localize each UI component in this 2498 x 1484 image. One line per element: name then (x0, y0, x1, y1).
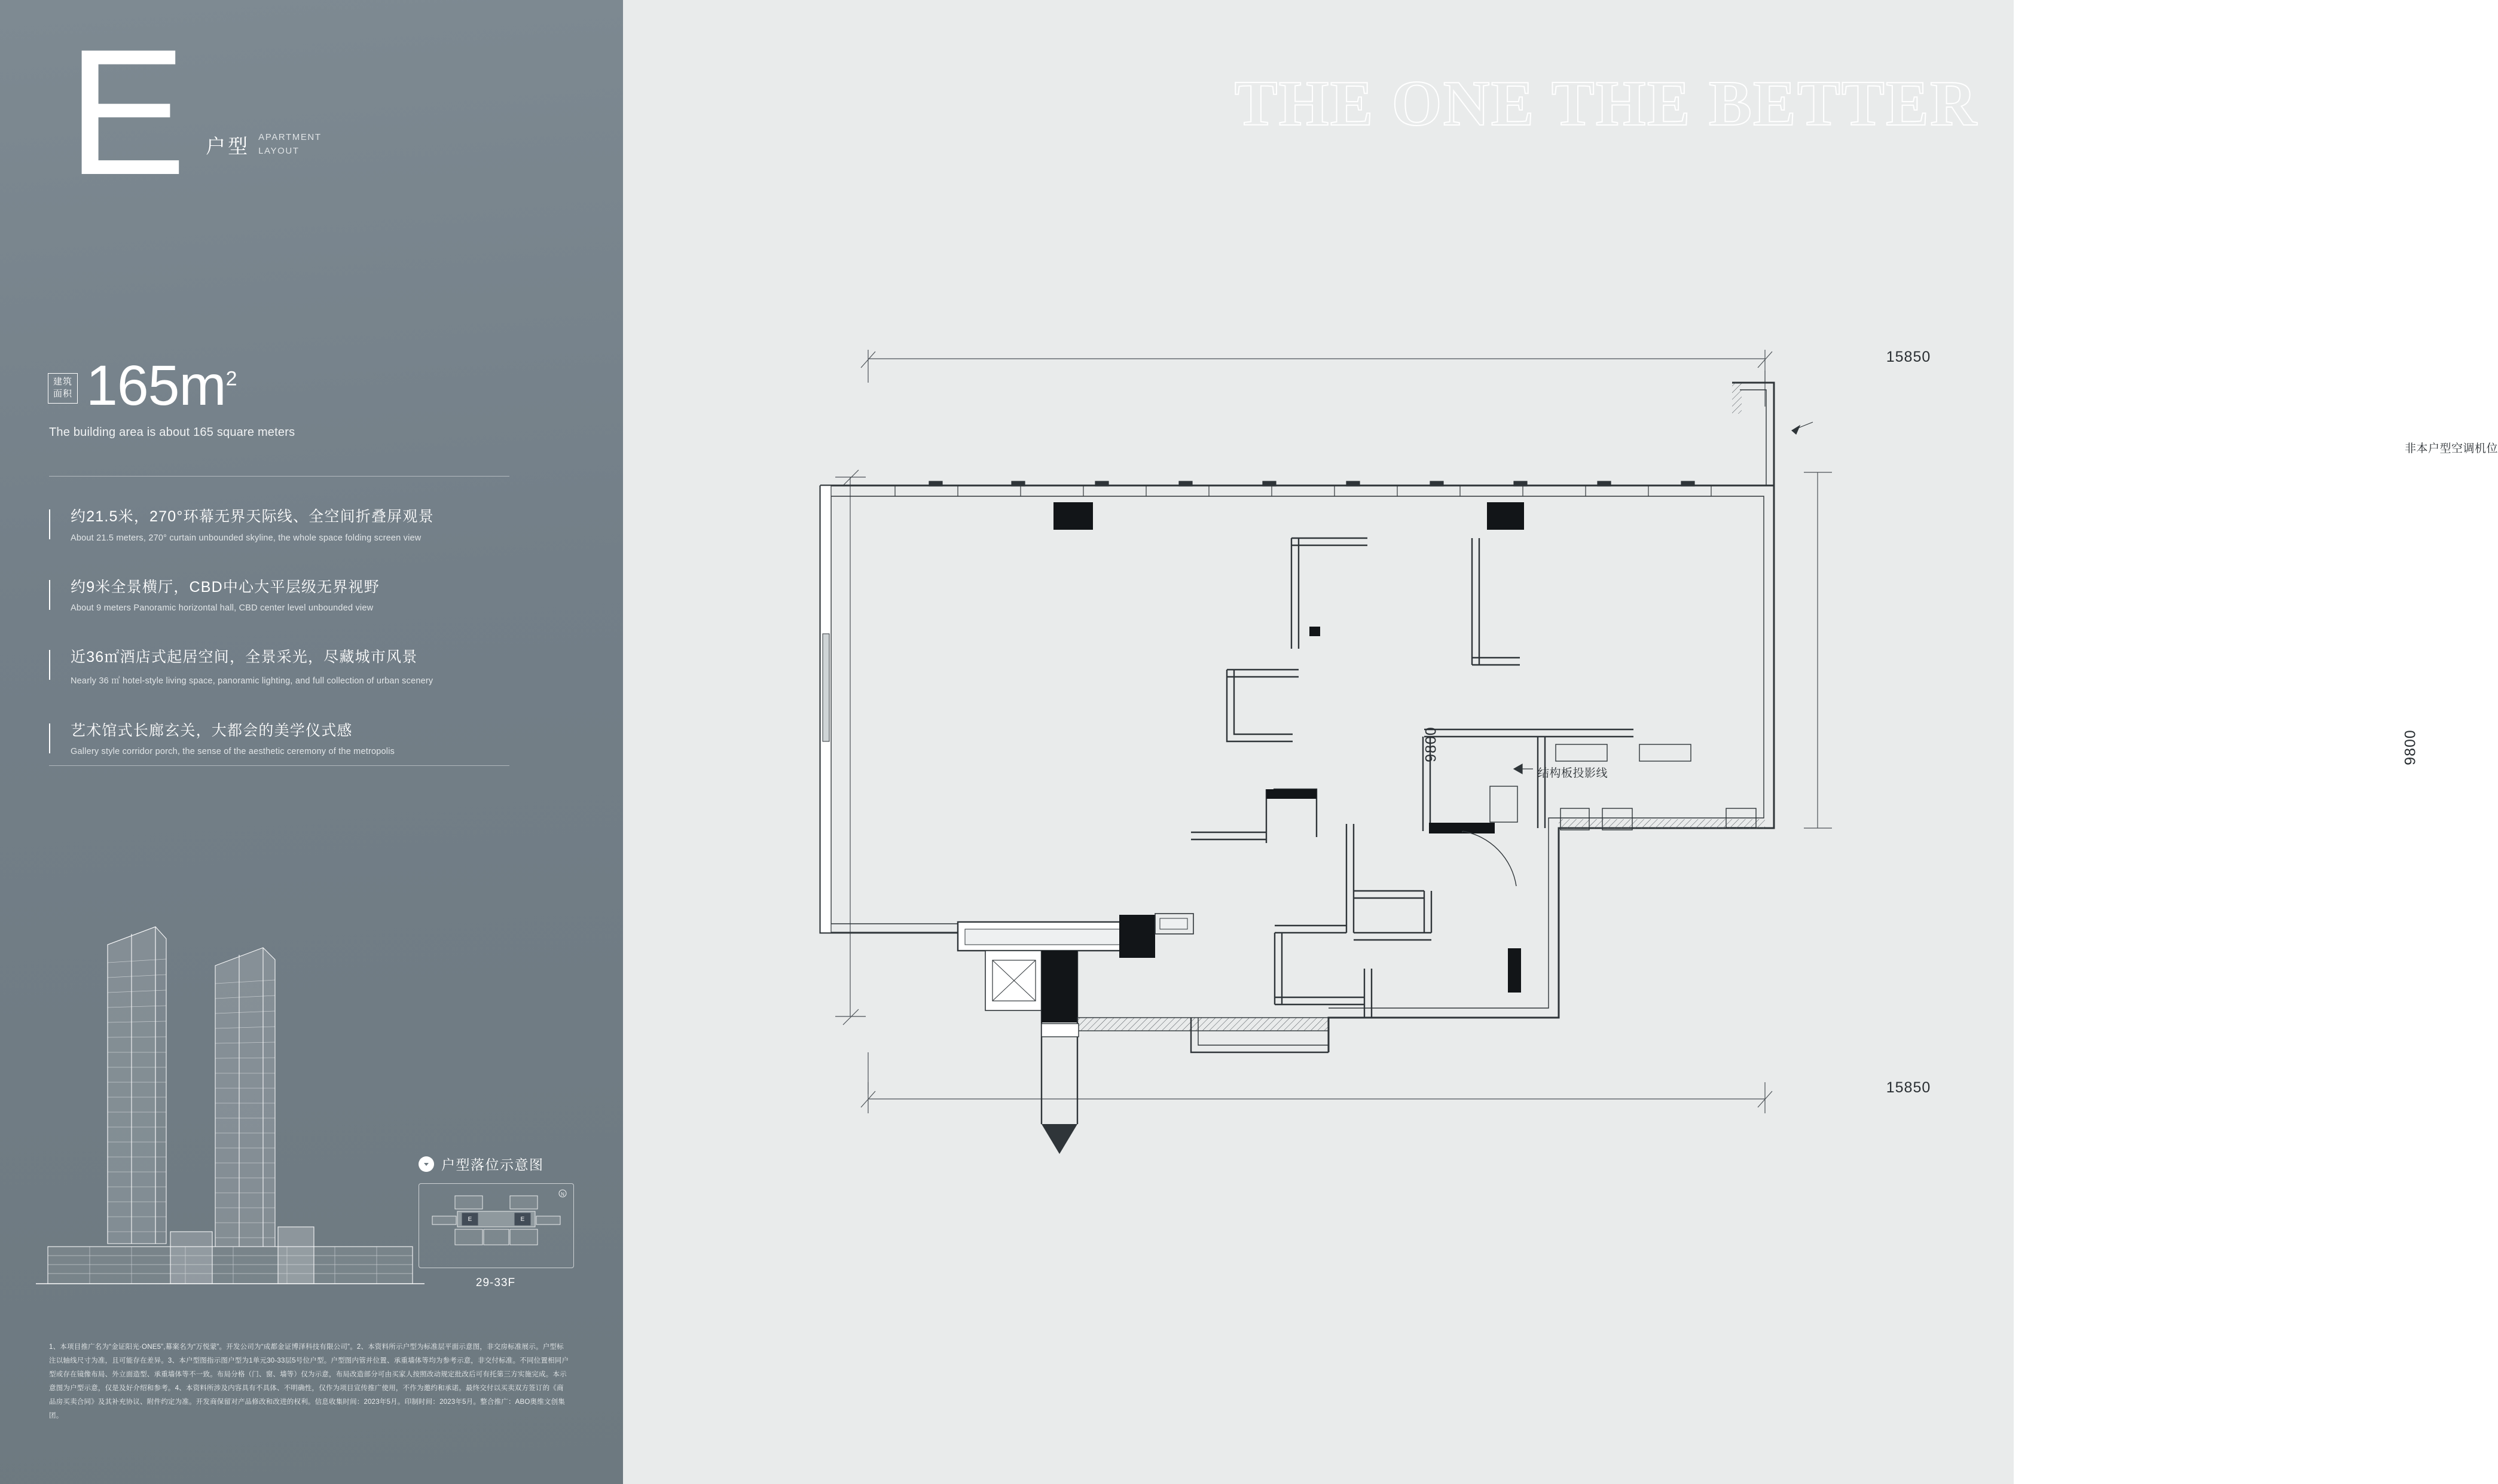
left-info-panel (0, 0, 623, 1484)
svg-text:N: N (561, 1192, 564, 1197)
location-diagram (419, 1183, 574, 1268)
dimension-top: 15850 (1886, 349, 1931, 365)
dimension-left: 9800 (1422, 726, 1440, 762)
dimension-right: 9800 (2402, 729, 2419, 765)
feature-bar (49, 509, 50, 539)
floorplan-panel (623, 0, 2498, 1484)
building-area-value (86, 354, 237, 417)
feature-bar (49, 723, 50, 753)
feature-title-en: Gallery style corridor porch, the sense of the aesthetic ceremony of the metropolis (71, 747, 395, 756)
feature-title-cn: 近36㎡酒店式起居空间，全景采光，尽藏城市风景 (71, 649, 418, 665)
unit-type-en-label (258, 131, 322, 159)
annotation-structure-line: 结构板投影线 (1538, 767, 1608, 780)
svg-text:E: E (468, 1216, 472, 1223)
feature-title-en: Nearly 36 ㎡ hotel-style living space, panoramic lighting, and full collection of urban scenery (71, 676, 433, 686)
location-pin-icon (419, 1156, 434, 1172)
building-area-tag-line1: 建筑 (53, 377, 72, 387)
location-floor-range: 29-33F (475, 1277, 516, 1289)
feature-bar (49, 650, 50, 680)
unit-type-heading (67, 11, 322, 212)
building-area-en-text: The building area is about 165 square meters (49, 426, 295, 439)
divider-top (49, 476, 509, 477)
tower-illustration (36, 921, 425, 1297)
unit-type-en-line1: APARTMENT (258, 132, 322, 142)
building-area-number: 165m (86, 354, 226, 417)
feature-title-en: About 21.5 meters, 270° curtain unbounded skyline, the whole space folding screen view (71, 533, 422, 543)
feature-item (49, 648, 527, 686)
building-area-block (48, 354, 237, 417)
divider-features (49, 765, 509, 766)
feature-title-cn: 约9米全景横厅，CBD中心大平层级无界视野 (71, 578, 380, 596)
floorplan-drawing (623, 0, 2014, 1484)
headline-text: THE ONE THE BETTER (1234, 68, 1978, 139)
feature-title-en: About 9 meters Panoramic horizontal hall, CBD center level unbounded view (71, 603, 374, 613)
building-area-tag (48, 373, 78, 404)
feature-title-cn: 艺术馆式长廊玄关，大都会的美学仪式感 (71, 722, 353, 739)
disclaimer-paragraph: 1、本项目推广名为“金证阳光·ONE5”,幕案名为“万悦蒙”。开发公司为“成都金证博泽科技有限公司”。2、本资料所示户型为标准层平面示意图，非交房标准展示。户型标注以轴线尺寸为准，且可能存在差异。3、本户型图指示图户型为1单元30-33层5号位户型。户型图内管并位置、承重墙体等均为参考示意，非交付标准。不同位置相同户型或存在镜像布局、外立面造型、承重墙体等不一致。布局分格（门、窗、墙等）仅为示意，布局改造部分可由买家人按照改动规定批改后可有托第三方实施完成。本示意图为户型示意，仅是及好介绍和参考。4、本资料所涉及内容具有不具体、不明确性，仅作为项目宣传推广使用，不作为邀约和承诺。最终交付以买卖双方签订的《商品房买卖合同》及其补充协议、附件约定为准。开发商保留对产品修改和改进的权利。信息收集时间：2023年5月。印制时间：2023年5月。整合推广：ABO奥维文创集团。 (49, 1343, 569, 1419)
building-area-superscript: 2 (225, 367, 237, 390)
feature-item (49, 507, 527, 543)
building-area-tag-line2: 面积 (53, 389, 72, 399)
feature-list (49, 507, 527, 791)
feature-title-cn: 约21.5米，270°环幕无界天际线、全空间折叠屏观景 (71, 508, 434, 525)
unit-type-en-line2: LAYOUT (258, 145, 300, 156)
unit-type-cn-label: 户型 (206, 135, 251, 157)
feature-bar (49, 580, 50, 610)
feature-item (49, 721, 527, 757)
unit-letter: E (67, 11, 186, 212)
svg-text:E: E (520, 1216, 525, 1223)
location-diagram-title: 户型落位示意图 (441, 1157, 544, 1172)
location-diagram-header (419, 1154, 592, 1174)
disclaimer-text (49, 1341, 569, 1423)
feature-item (49, 578, 527, 613)
unit-type-subtitle (206, 131, 322, 182)
annotation-ac-unit: 非本户型空调机位 (2405, 442, 2498, 455)
location-diagram-block (419, 1154, 592, 1290)
dimension-bottom: 15850 (1886, 1079, 1931, 1096)
